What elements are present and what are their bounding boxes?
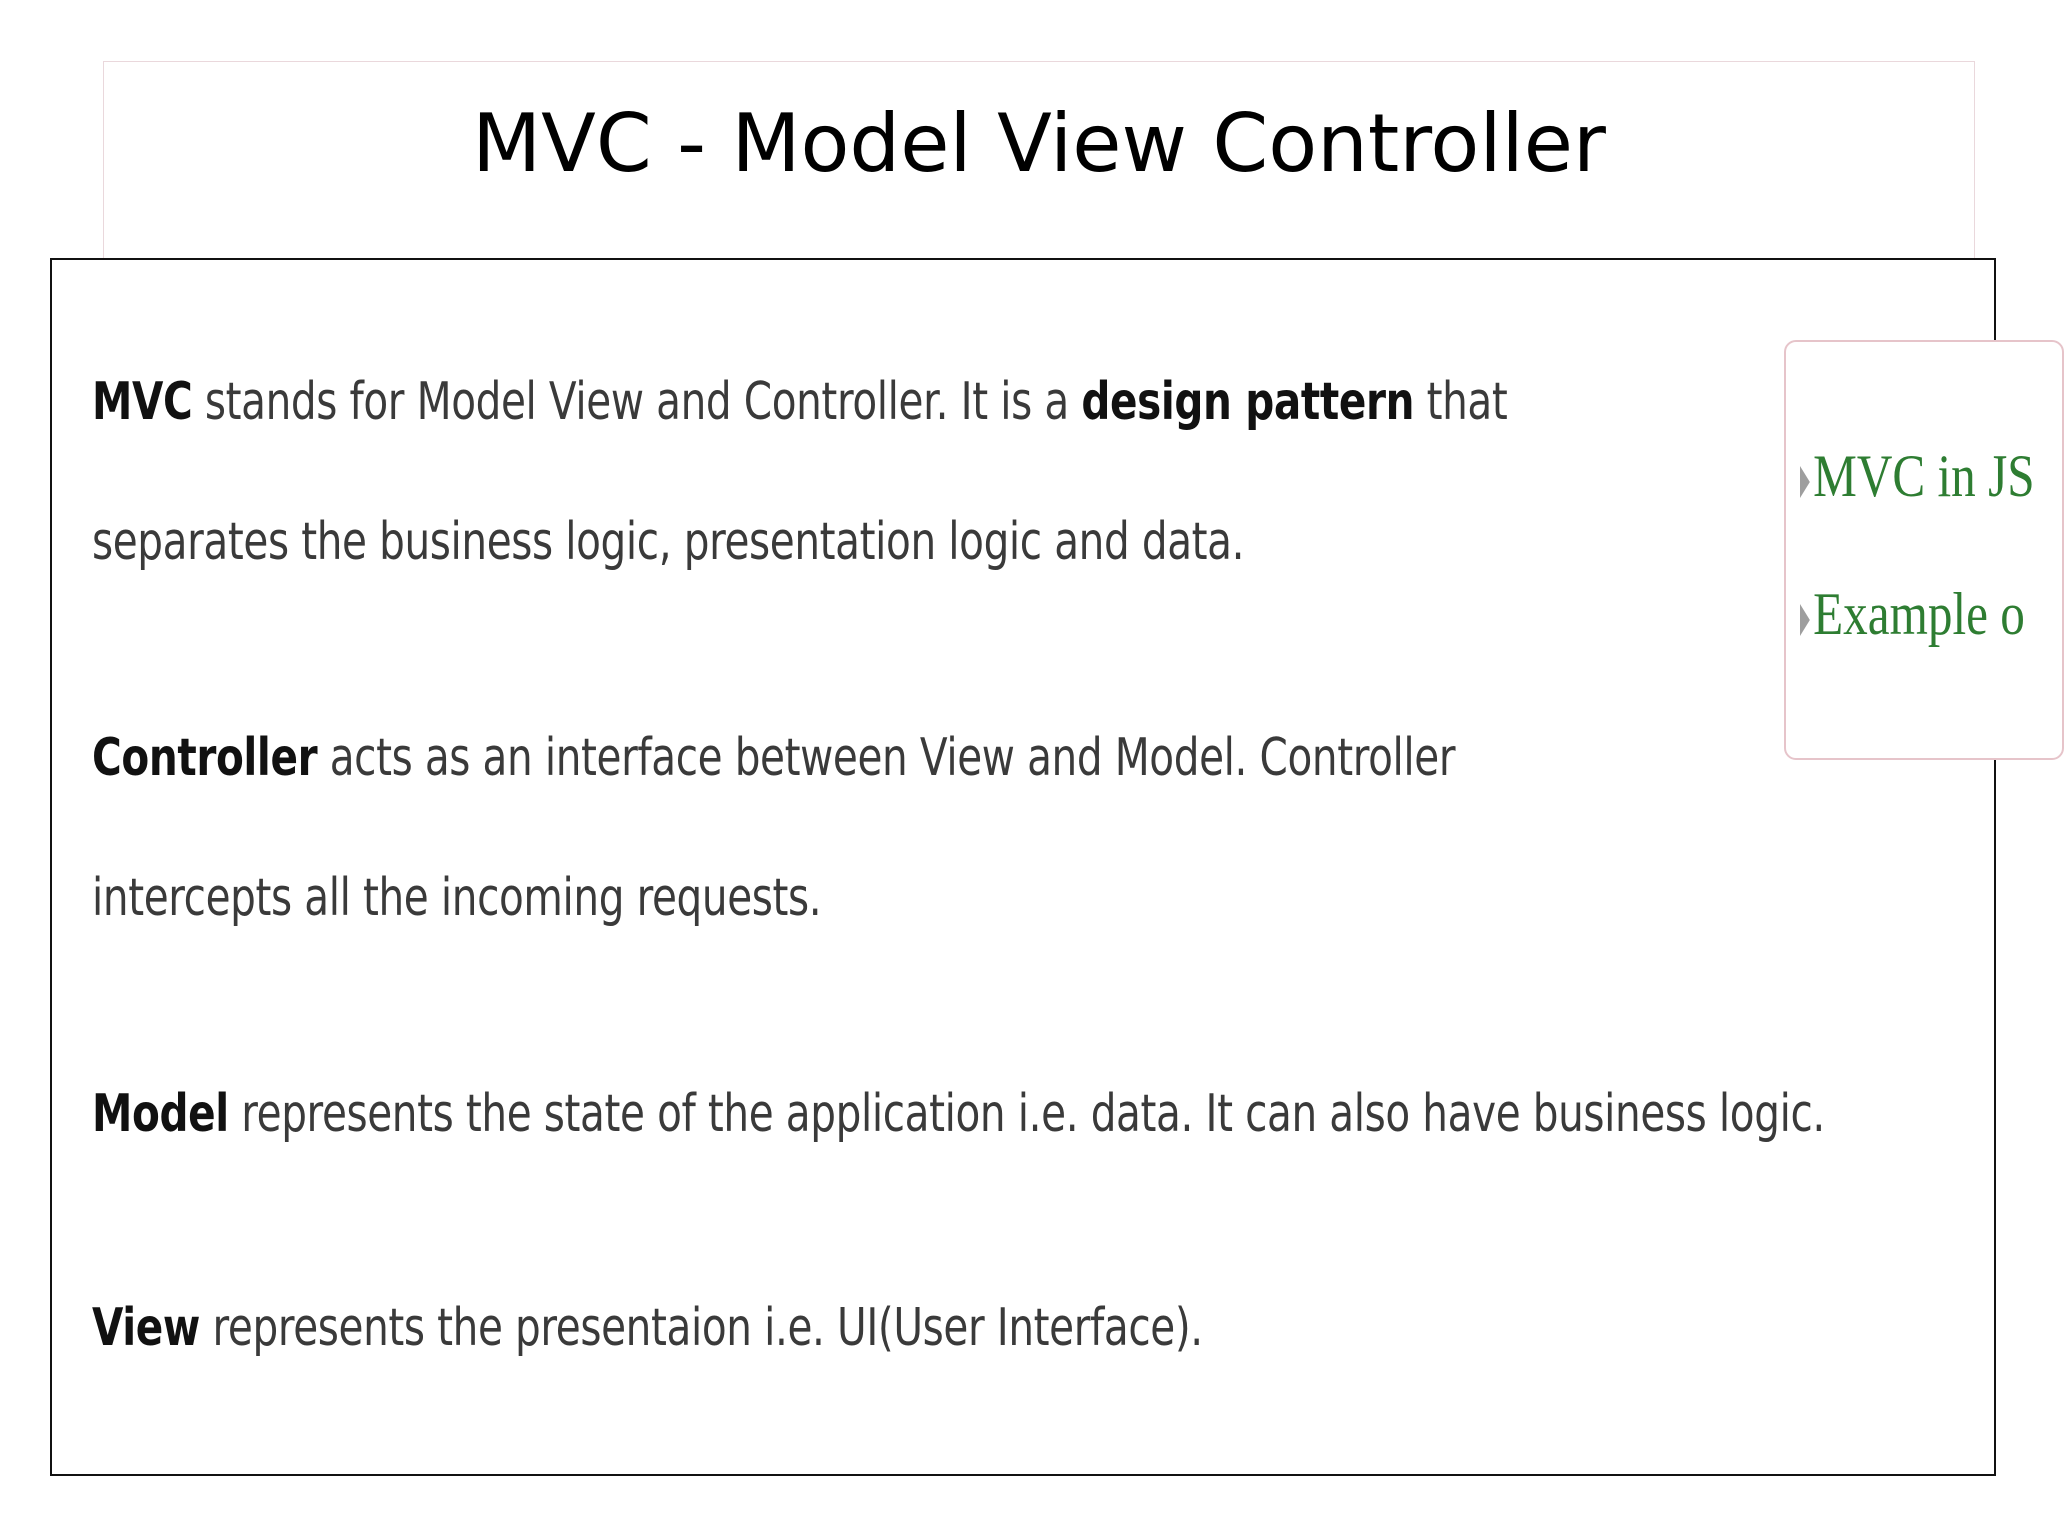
paragraph-model-line1 bbox=[92, 1044, 1825, 1184]
paragraph-controller bbox=[92, 688, 1455, 968]
text-span: that bbox=[1414, 372, 1508, 432]
triangle-right-icon bbox=[1800, 466, 1810, 498]
term-controller: Controller bbox=[92, 728, 318, 788]
term-design-pattern: design pattern bbox=[1081, 372, 1415, 432]
term-mvc: MVC bbox=[92, 372, 193, 432]
paragraph-mvc-line2: separates the business logic, presentation logic and data. bbox=[92, 512, 1245, 572]
paragraph-mvc bbox=[92, 332, 1507, 612]
text-span: represents the state of the application i.e. data. It can also have business logic. bbox=[228, 1084, 1825, 1144]
text-span: acts as an interface between View and Model. Controller bbox=[317, 728, 1456, 788]
slide-title: MVC - Model View Controller bbox=[472, 97, 1606, 190]
paragraph-mvc-line1 bbox=[92, 332, 1507, 472]
triangle-right-icon bbox=[1800, 604, 1810, 636]
related-link-label: Example o bbox=[1813, 581, 2025, 647]
paragraph-controller-line1 bbox=[92, 688, 1455, 828]
term-model: Model bbox=[92, 1084, 229, 1144]
title-placeholder bbox=[103, 61, 1975, 273]
text-span: represents the presentaion i.e. UI(User Interface). bbox=[200, 1298, 1203, 1358]
related-link-example[interactable] bbox=[1800, 580, 2025, 649]
paragraph-view-line1 bbox=[92, 1258, 1203, 1398]
text-span: stands for Model View and Controller. It is a bbox=[192, 372, 1082, 432]
paragraph-view bbox=[92, 1258, 1203, 1398]
related-links-box bbox=[1784, 340, 2064, 760]
term-view: View bbox=[92, 1298, 201, 1358]
paragraph-controller-line2: intercepts all the incoming requests. bbox=[92, 868, 822, 928]
embedded-screenshot bbox=[50, 258, 2035, 1476]
related-link-label: MVC in JS bbox=[1813, 443, 2035, 509]
paragraph-model bbox=[92, 1044, 1825, 1184]
related-link-mvc-in-js[interactable] bbox=[1800, 442, 2035, 511]
